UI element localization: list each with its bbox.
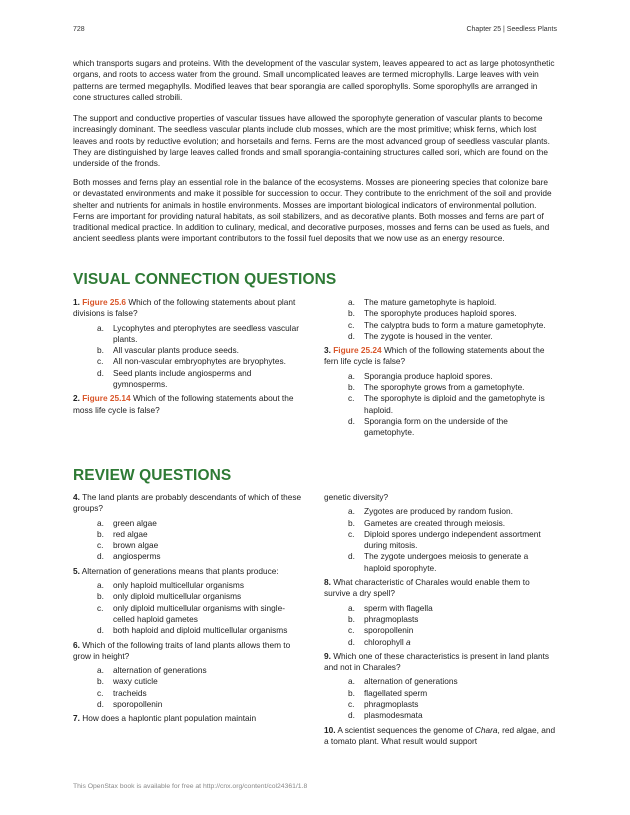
option: b. red algae [97, 528, 148, 539]
option: a. Zygotes are produced by random fusion. [348, 506, 513, 517]
review-left-column [73, 492, 305, 728]
option: c. Diploid spores undergo independent assortment during mitosis. [348, 528, 541, 551]
page-number: 728 [73, 26, 85, 33]
question-4: 4. The land plants are probably descendants of which of these groups? [73, 492, 302, 514]
option: d. sporopollenin [97, 699, 163, 710]
question-1: 1. Figure 25.6 Which of the following statements about plant divisions is false? [73, 297, 296, 319]
page-header [73, 26, 557, 38]
option: c. phragmoplasts [348, 699, 419, 710]
option: c. sporopollenin [348, 625, 414, 636]
section-heading-review: REVIEW QUESTIONS [73, 467, 232, 484]
option: b. only diploid multicellular organisms [97, 591, 242, 602]
answer-options [73, 323, 305, 391]
answer-options [324, 371, 556, 439]
paragraph: Both mosses and ferns play an essential role in the balance of the ecosystems. Mosses are pioneering species that colonize bare or devastated environments and make it possible for succession to occur. They contribute to the enrichment of the soil and provide shelter and nutrients for animals in hostile environments. Mosses are important biological indicators of environmental pollution. Ferns are important for providing natural habitats, as soil stabilizers, and as decorative plants. Both mosses and ferns are part of traditional medical practice. In addition to culinary, medical, and decorative purposes, mosses and ferns can be used as fuels, and ancient seedless plants were important contributors to the fossil fuel deposits that we now use as an energy resource. [73, 177, 552, 244]
option: d. angiosperms [97, 551, 161, 562]
question-7: 7. How does a haplontic plant population maintain [73, 713, 257, 724]
question-9: 9. Which one of these characteristics is present in land plants and not in Charales? [324, 650, 550, 673]
option: d. The zygote undergoes meiosis to generate a haploid sporophyte. [348, 551, 529, 573]
figure-link[interactable]: Figure 25.6 [82, 297, 127, 307]
option: a. alternation of generations [348, 676, 458, 687]
answer-options [324, 297, 556, 342]
question-8: 8. What characteristic of Charales would enable them to survive a dry spell? [324, 577, 530, 599]
option: c. The sporophyte is diploid and the gametophyte is haploid. [348, 393, 545, 415]
option: d. The zygote is housed in the venter. [348, 330, 493, 341]
answer-options [324, 506, 556, 574]
option: d. both haploid and diploid multicellular organisms [97, 625, 288, 636]
option: d. Seed plants include angiosperms and gymnosperms. [97, 367, 252, 390]
question-5: 5. Alternation of generations means that plants produce: [73, 565, 279, 576]
answer-options [324, 603, 556, 648]
paragraph: which transports sugars and proteins. With the development of the vascular system, leaves appeared to act as large photosynthetic organs, and roots to access water from the ground. Small uncomplicated leaves are termed microphylls. Large leaves with vein patterns are termed megaphylls. Modified leaves that bear sporangia are called sporophylls. Some sporophylls are arranged in cone structures called strobili. [73, 58, 555, 102]
option: d. plasmodesmata [348, 710, 423, 721]
answer-options [324, 676, 556, 721]
option: a. alternation of generations [97, 665, 207, 676]
option: b. All vascular plants produce seeds. [97, 345, 239, 356]
question-2: 2. Figure 25.14 Which of the following statements about the moss life cycle is false? [73, 393, 294, 415]
page-footer: This OpenStax book is available for free at http://cnx.org/content/col24361/1.8 [73, 783, 308, 790]
option: b. Gametes are created through meiosis. [348, 517, 506, 528]
option: d. Sporangia form on the underside of the gametophyte. [348, 415, 508, 438]
option: a. Lycophytes and pterophytes are seedless vascular plants. [97, 322, 300, 344]
figure-link[interactable]: Figure 25.14 [82, 393, 131, 404]
answer-options [73, 580, 305, 636]
option: d. chlorophyll a [348, 636, 411, 647]
question-3: 3. Figure 25.24 Which of the following statements about the fern life cycle is false? [324, 345, 545, 367]
section-heading-visual: VISUAL CONNECTION QUESTIONS [73, 271, 337, 288]
review-right-column [324, 492, 556, 750]
option: c. brown algae [97, 540, 159, 551]
option: a. sperm with flagella [348, 602, 433, 613]
option: b. The sporophyte produces haploid spores. [348, 308, 517, 319]
visual-left-column [73, 297, 305, 419]
option: c. The calyptra buds to form a mature gametophyte. [348, 319, 546, 330]
option: c. only diploid multicellular organisms with single-celled haploid gametes [97, 602, 286, 624]
option: b. waxy cuticle [97, 676, 158, 687]
answer-options [73, 518, 305, 563]
chapter-title: Chapter 25 | Seedless Plants [466, 26, 557, 33]
option: b. flagellated sperm [348, 687, 428, 698]
paragraph: The support and conductive properties of vascular tissues have allowed the sporophyte generation of vascular plants to become increasingly dominant. The seedless vascular plants include club mosses, which are the most primitive; whisk ferns, which lost leaves and roots by reductive evolution; and horsetails and ferns. Ferns are the most advanced group of seedless vascular plants. They are distinguished by large leaves called fronds and small sporangia-containing structures called sori, which are found on the underside of the fronds. [73, 113, 550, 169]
option: a. green algae [97, 517, 157, 528]
question-7-continued: genetic diversity? [324, 492, 389, 502]
option: b. phragmoplasts [348, 613, 419, 624]
figure-link[interactable]: Figure 25.24 [333, 345, 382, 356]
option: a. The mature gametophyte is haploid. [348, 297, 497, 307]
option: a. Sporangia produce haploid spores. [348, 370, 493, 381]
option: c. tracheids [97, 687, 147, 698]
answer-options [73, 665, 305, 710]
question-10: 10. A scientist sequences the genome of Chara, red algae, and a tomato plant. What result would support [324, 724, 556, 746]
option: a. only haploid multicellular organisms [97, 580, 244, 591]
visual-right-column [324, 297, 556, 442]
question-6: 6. Which of the following traits of land plants allows them to grow in height? [73, 639, 291, 661]
option: b. The sporophyte grows from a gametophyte. [348, 382, 525, 393]
option: c. All non-vascular embryophytes are bryophytes. [97, 356, 286, 367]
